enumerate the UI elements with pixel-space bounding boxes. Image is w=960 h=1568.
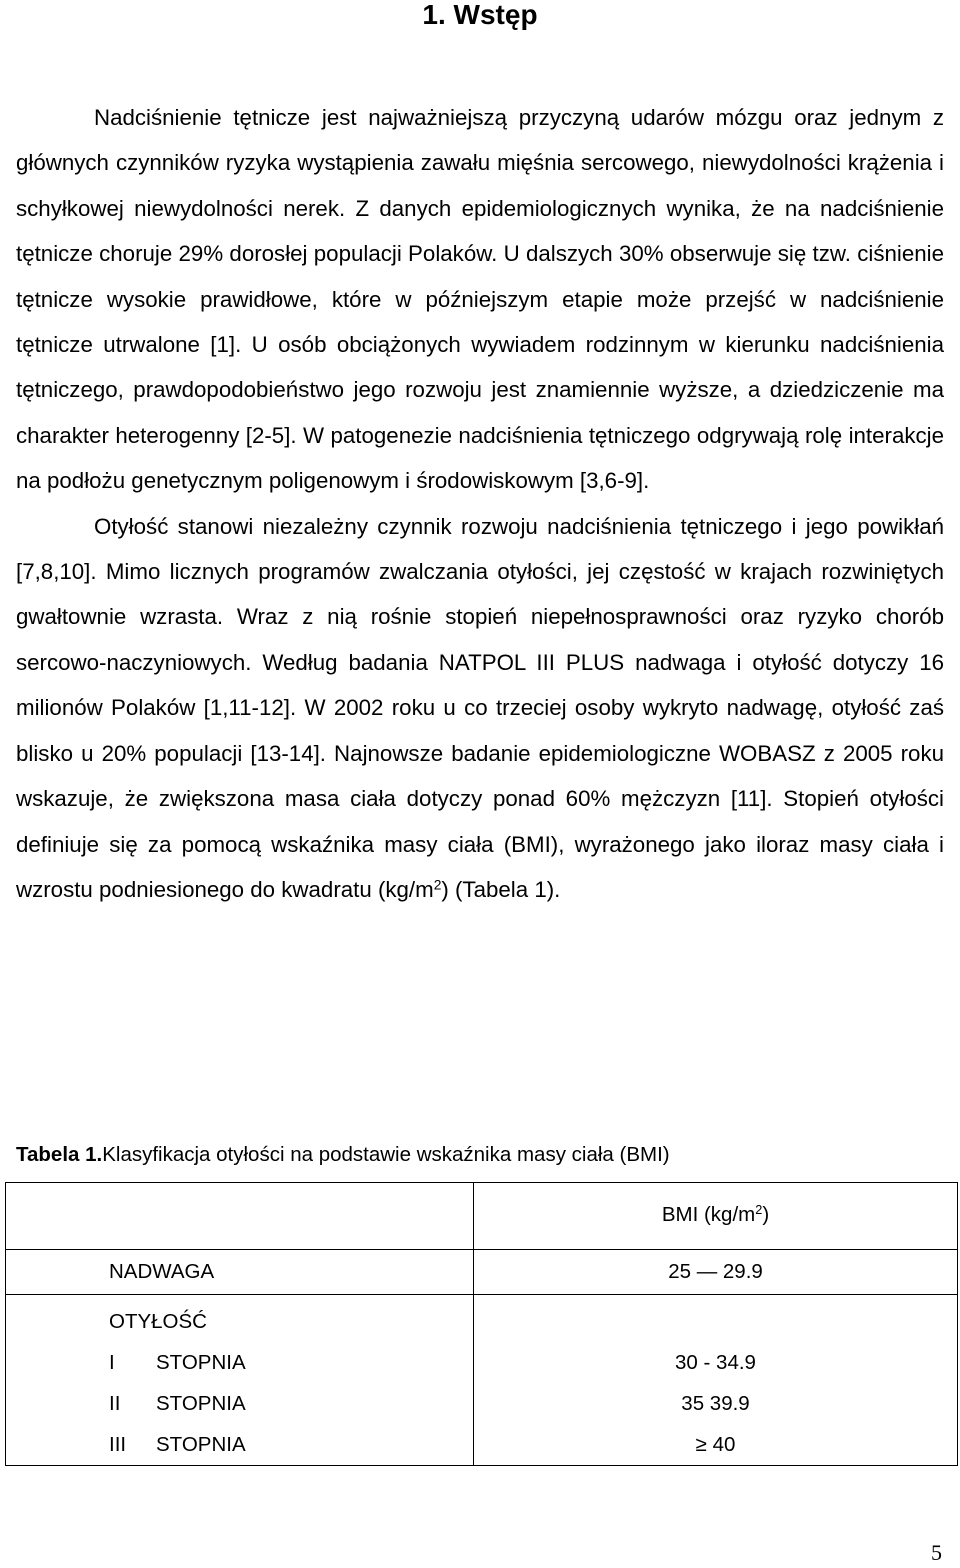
obesity-value-cell: [474, 1295, 958, 1466]
paragraph-1: Nadciśnienie tętnicze jest najważniejszą przyczyną udarów mózgu oraz jednym z głównych czynników ryzyka wystąpienia zawału mięśnia sercowego, niewydolności krążenia i schyłkowej niewydolności nerek. Z danych epidemiologicznych wynika, że na nadciśnienie tętnicze choruje 29% dorosłej populacji Polaków. U dalszych 30% obserwuje się tzw. ciśnienie tętnicze wysokie prawidłowe, które w późniejszym etapie może przejść w nadciśnienie tętnicze utrwalone [1]. U osób obciążonych wywiadem rodzinnym w kierunku nadciśnienia tętniczego, prawdopodobieństwo jego rozwoju jest znamiennie wyższe, a dziedziczenie ma charakter heterogenny [2-5]. W patogenezie nadciśnienia tętniczego odgrywają rolę interakcje na podłożu genetycznym poligenowym i środowiskowym [3,6-9].: [16, 105, 944, 494]
table-header-empty-cell: [6, 1183, 474, 1250]
table-row-overweight: [6, 1250, 958, 1295]
page-number: 5: [931, 1540, 942, 1565]
section-heading: 1. Wstęp: [422, 0, 538, 30]
table-header-bmi-cell: BMI $(kg/m^2)$: [474, 1183, 958, 1250]
table-row-obesity: [6, 1295, 958, 1466]
bmi-unit-text: $(kg/m^2)$ (Tabela 1).: [377, 876, 561, 902]
degree-2-value: 35 39.9: [681, 1392, 750, 1415]
paragraph-2: [16, 504, 944, 913]
body-text: [16, 95, 944, 912]
paragraph-2-text: Otyłość stanowi niezależny czynnik rozwoju nadciśnienia tętniczego i jego powikłań [7,8,10]. Mimo licznych programów zwalczania otyłości, jej częstość w krajach rozwiniętych gwałtownie wzrasta. Wraz z nią rośnie stopień niepełnosprawności oraz ryzyko chorób sercowo-naczyniowych. Według badania NATPOL III PLUS nadwaga i otyłość dotyczy 16 milionów Polaków [1,11-12]. W 2002 roku u co trzeciej osoby wykryto nadwagę, otyłość zaś blisko u 20% populacji [13-14]. Najnowsze badanie epidemiologiczne WOBASZ z 2005 roku wskazuje, że zwiększona masa ciała dotyczy ponad 60% mężczyzn [11]. Stopień otyłości definiuje się za pomocą wskaźnika masy ciała (BMI), wyrażonego jako iloraz masy ciała i wzrostu podniesionego do kwadratu: [16, 513, 944, 902]
degree-1-label: I STOPNIA: [109, 1351, 246, 1374]
table-caption-text: Klasyfikacja otyłości na podstawie wskaźnika masy ciała (BMI): [102, 1143, 670, 1166]
bmi-classification-table: [5, 1182, 958, 1466]
overweight-value-cell: 25 — 29.9: [474, 1250, 958, 1295]
degree-3-label: III STOPNIA: [109, 1433, 246, 1456]
degree-3-value: ≥ 40: [695, 1433, 736, 1456]
overweight-label-cell: NADWAGA: [6, 1250, 474, 1295]
degree-1-value: 30 - 34.9: [675, 1351, 756, 1374]
table-caption: [16, 1140, 670, 1170]
table-caption-label: Tabela 1.: [16, 1143, 103, 1166]
obesity-label: OTYŁOŚĆ: [109, 1310, 207, 1333]
table-header-row: [6, 1183, 958, 1250]
degree-2-label: II STOPNIA: [109, 1392, 246, 1415]
obesity-label-cell: [6, 1295, 474, 1466]
